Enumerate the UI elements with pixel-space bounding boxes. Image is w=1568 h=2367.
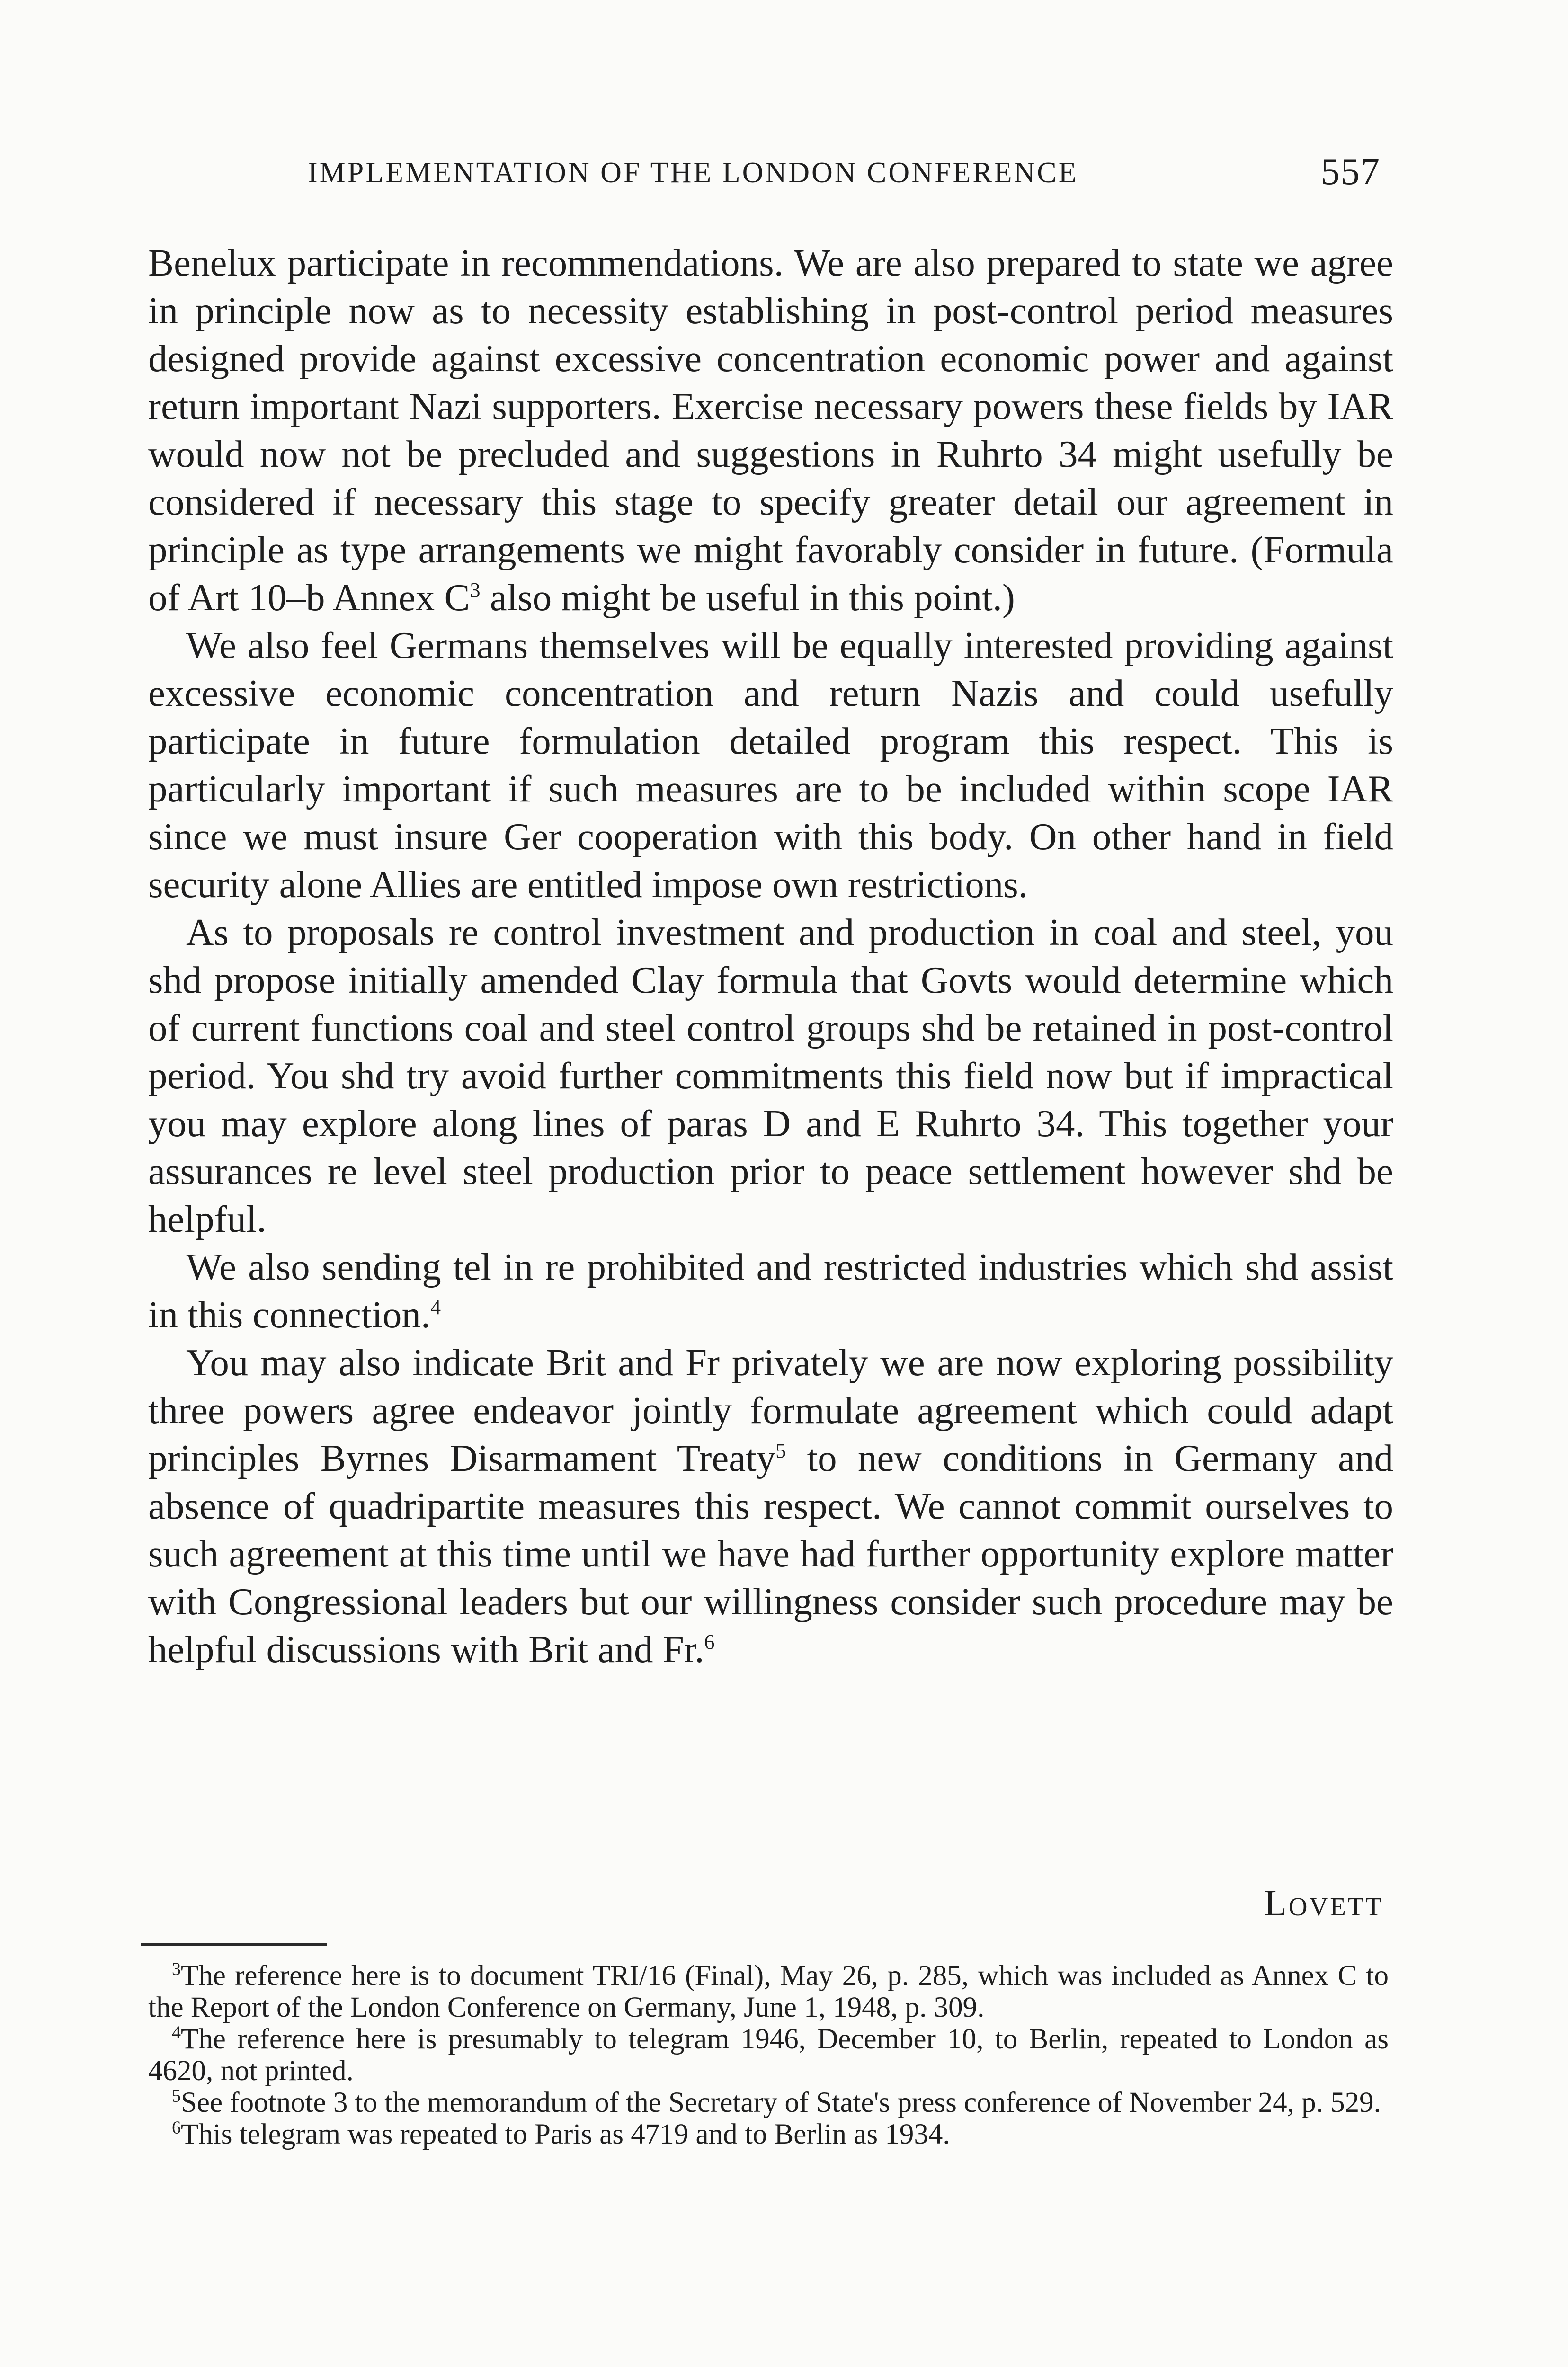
footnote-ref-5: 5 bbox=[775, 1439, 786, 1462]
running-head-title: IMPLEMENTATION OF THE LONDON CONFERENCE bbox=[308, 157, 1078, 189]
signature: Lovett bbox=[1264, 1882, 1383, 1923]
paragraph-5-text: You may also indicate Brit and Fr privately we are now exploring possibility three powers agree endeavor jointly formulate agreement which could adapt principles Byrnes Disarmament Treaty bbox=[148, 1341, 1393, 1479]
page-number: 557 bbox=[1321, 151, 1381, 193]
footnote-text: The reference here is to document TRI/16 (Final), May 26, p. 285, which was included as Annex C to the Report of the London Conference on Germany, June 1, 1948, p. 309. bbox=[148, 1960, 1389, 2023]
footnote-ref-4: 4 bbox=[430, 1296, 441, 1319]
footnote-divider bbox=[141, 1943, 327, 1946]
paragraph-1-text: Benelux participate in recommendations. We are also prepared to state we agree in principle now as to necessity establishing in post-control period measures designed provide against excessive concentration economic power and against return important Nazi supporters. Exercise necessary powers these fields by IAR would now not be precluded and suggestions in Ruhrto 34 might usefully be considered if necessary this stage to specify greater detail our agreement in principle as type arrangements we might favorably consider in future. (Formula of Art 10–b Annex C bbox=[148, 241, 1393, 619]
footnote-text: The reference here is presumably to telegram 1946, December 10, to Berlin, repeated to London as 4620, not printed. bbox=[148, 2023, 1389, 2087]
footnote-6 bbox=[148, 2118, 1389, 2150]
paragraph-5 bbox=[148, 1339, 1393, 1673]
footnote-ref-6: 6 bbox=[704, 1630, 715, 1654]
footnote-text: This telegram was repeated to Paris as 4719 and to Berlin as 1934. bbox=[181, 2118, 950, 2150]
paragraph-3 bbox=[148, 908, 1393, 1243]
paragraph-2-text: We also feel Germans themselves will be equally interested providing against excessive economic concentration and return Nazis and could usefully participate in future formulation detailed program this respect. This is particularly important if such measures are to be included within scope IAR since we must insure Ger cooperation with this body. On other hand in field security alone Allies are entitled impose own restrictions. bbox=[148, 624, 1393, 906]
footnote-text: See footnote 3 to the memorandum of the Secretary of State's press conference of November 24, p. 529. bbox=[181, 2087, 1381, 2118]
paragraph-4-text: We also sending tel in re prohibited and restricted industries which shd assist in this connection. bbox=[148, 1246, 1393, 1336]
paragraph-5-text-cont: to new conditions in Germany and absence of quadripartite measures this respect. We cannot commit ourselves to such agreement at this time until we have had further opportunity explore matter with Congressional leaders but our willingness consider such procedure may be helpful discussions with Brit and Fr. bbox=[148, 1437, 1393, 1671]
footnote-mark: 4 bbox=[172, 2022, 181, 2043]
footnotes bbox=[148, 1960, 1389, 2150]
paragraph-1 bbox=[148, 239, 1393, 622]
paragraph-3-text: As to proposals re control investment and production in coal and steel, you shd propose initially amended Clay formula that Govts would determine which of current functions coal and steel control groups shd be retained in post-control period. You shd try avoid further commitments this field now but if impractical you may explore along lines of paras D and E Ruhrto 34. This together your assurances re level steel production prior to peace settlement however shd be helpful. bbox=[148, 911, 1393, 1240]
footnote-mark: 6 bbox=[172, 2118, 181, 2138]
footnote-5 bbox=[148, 2087, 1389, 2118]
paragraph-4 bbox=[148, 1243, 1393, 1339]
footnote-mark: 3 bbox=[172, 1959, 181, 1979]
body-text bbox=[148, 239, 1393, 1673]
footnote-3 bbox=[148, 1960, 1389, 2023]
footnote-mark: 5 bbox=[172, 2086, 181, 2106]
footnote-ref-3: 3 bbox=[470, 578, 481, 602]
paragraph-1-text-cont: also might be useful in this point.) bbox=[480, 576, 1015, 619]
footnote-4 bbox=[148, 2023, 1389, 2087]
paragraph-2 bbox=[148, 622, 1393, 908]
